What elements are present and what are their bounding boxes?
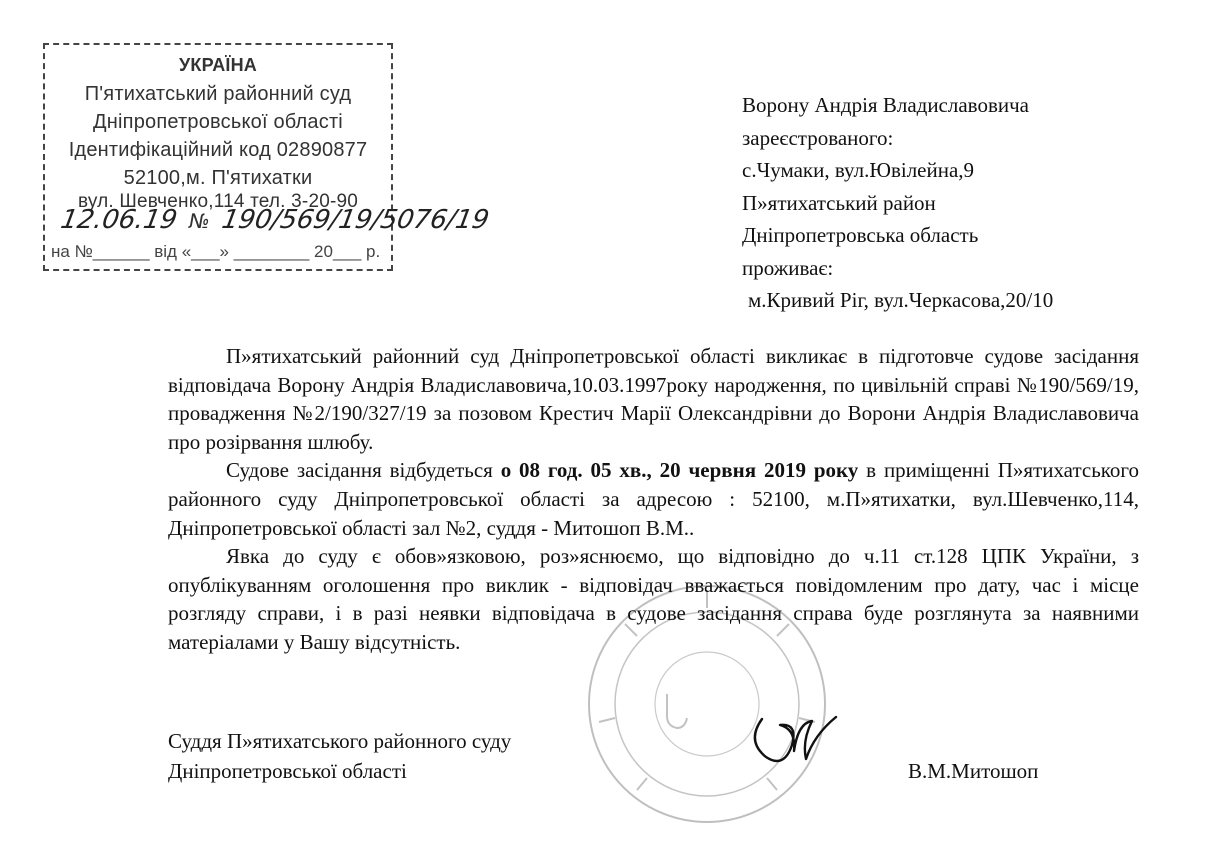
hearing-intro-text: Судове засідання відбудеться [226, 458, 501, 483]
stamp-street-phone: вул. Шевченко,114 тел. 3-20-90 [77, 191, 359, 212]
stamp-handwritten-date: 12.06.19 [58, 205, 180, 235]
hearing-datetime: о 08 год. 05 хв., 20 червня 2019 року [500, 458, 859, 483]
stamp-postal-address: 52100,м. П'ятихатки [123, 167, 313, 189]
notice-paragraph-summons: П»ятихатський районний суд Дніпропетровської області викликає в підготовче судове засідання відповідача Ворону Андрія Владиславовича,10.03.1997року народження, по цивільній справі №190/569/19, провадження №2/190/327/19 за позовом Крестич Марії Олександрівни до Ворони Андрія Владиславовича про розірвання шлюбу. [168, 344, 1139, 454]
stamp-handwritten-number: 190/569/19/5076/19 [219, 205, 492, 235]
judge-name: В.М.Митошоп [908, 759, 1039, 783]
signature-title-line1: Суддя П»ятихатського районного суду [168, 729, 512, 753]
notice-paragraph-hearing [168, 456, 1139, 542]
notice-paragraph-attendance: Явка до суду є обов»язковою, роз»яснюємо, що відповідно до ч.11 ст.128 ЦПК України, з опублікуванням оголошення про виклик - відповідач вважається повідомленим про дату, час і місце розгляду справи, і в разі неявки відповідача в судове засідання справа буде розглянута за наявними матеріалами у Вашу відсутність. [168, 544, 1139, 654]
signature-block [168, 726, 1068, 786]
stamp-court-name: П'ятихатський районний суд [84, 83, 352, 105]
hearing-location-text: в приміщенні П»ятихатського районного суду Дніпропетровської області за адресою : 52100, м.П»ятихатки, вул.Шевченко,114, Дніпропетровської області зал №2, суддя - Митошоп В.М.. [168, 458, 1140, 540]
court-stamp [43, 43, 492, 271]
stamp-id-code: Ідентифікаційний код 02890877 [68, 139, 368, 161]
addressee-residence-label: проживає: [742, 255, 834, 280]
stamp-country: УКРАЇНА [179, 55, 257, 75]
notice-body [168, 342, 1139, 657]
addressee-region: Дніпропетровська область [742, 223, 979, 247]
stamp-handwritten-entry [58, 205, 491, 235]
stamp-reference-line: на №______ від «___» ________ 20___ р. [51, 242, 381, 261]
addressee-block [742, 89, 1053, 317]
stamp-number-sign: № [186, 209, 212, 233]
addressee-name: Ворону Андрія Владиславовича [742, 93, 1029, 117]
addressee-residence-address: м.Кривий Ріг, вул.Черкасова,20/10 [748, 288, 1054, 312]
addressee-registered-address: с.Чумаки, вул.Ювілейна,9 [742, 158, 975, 182]
signature-title-line2: Дніпропетровської області [168, 759, 407, 783]
stamp-region: Дніпропетровської області [93, 111, 343, 133]
addressee-registered-label: зареєстрованого: [742, 125, 894, 150]
addressee-district: П»ятихатський район [742, 190, 936, 215]
